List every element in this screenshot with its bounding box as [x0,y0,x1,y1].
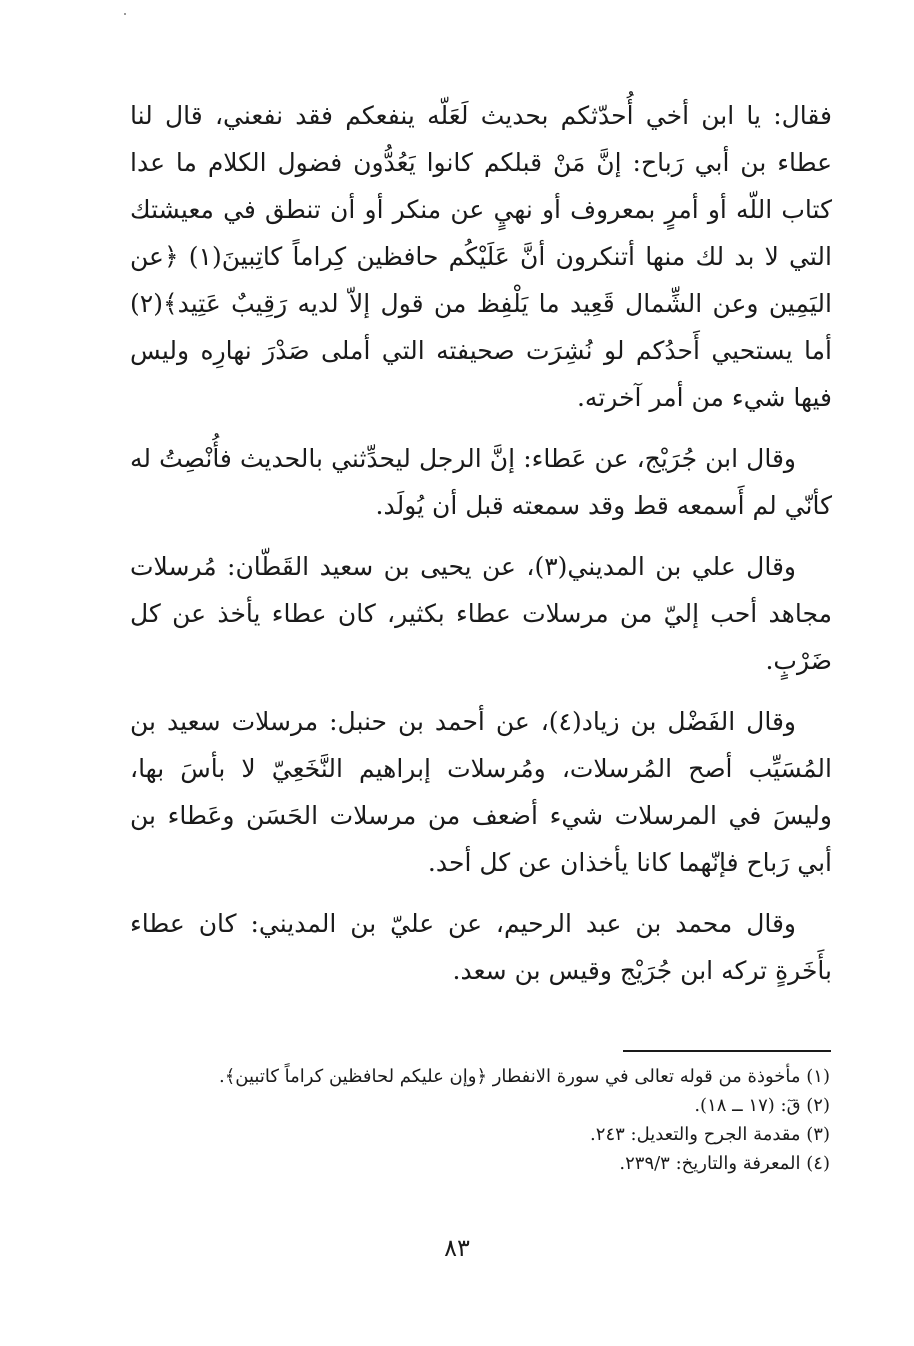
footnote-2: (٢) قٓ: (١٧ ــ ١٨). [694,1095,830,1116]
footnotes [130,1062,830,1178]
paragraph-1: فقال: يا ابن أخي أُحدّثكم بحديث لَعَلّه ينفعكم فقد نفعني، قال لنا عطاء بن أبي رَباح: إنَّ مَنْ قبلكم كانوا يَعُدُّون فضول الكلام ما عدا كتاب اللّه أو أمرٍ بمعروف أو نهيٍ عن منكر أو أن تنطق في معيشتك التي لا بد لك منها أتنكرون أنَّ عَلَيْكُم حافظين كِراماً كاتِبينَ(١) ﴿عن اليَمِين وعن الشِّمال قَعِيد ما يَلْفِظ من قول إلاّ لديه رَقِيبٌ عَتِيد﴾(٢) أما يستحيي أَحدُكم لو نُشِرَت صحيفته التي أملى صَدْرَ نهارِه وليس فيها شيء من أمر آخرته. [130,101,832,412]
footnote-divider [623,1050,831,1052]
footnote-1: (١) مأخوذة من قوله تعالى في سورة الانفطار ﴿وإن عليكم لحافظين كراماً كاتبين﴾. [219,1066,830,1087]
page-number: ٨٣ [444,1234,470,1262]
footnote-4: (٤) المعرفة والتاريخ: ٢٣٩/٣. [619,1153,830,1174]
main-text [130,92,832,1008]
paragraph-4: وقال الفَضْل بن زياد(٤)، عن أحمد بن حنبل: مرسلات سعيد بن المُسَيِّب أصح المُرسلات، ومُرسلات إبراهيم النَّخَعِيّ لا بأسَ بها، وليسَ في المرسلات شيء أضعف من مرسلات الحَسَن وعَطاء بن أبي رَباح فإنّهما كانا يأخذان عن كل أحد. [130,707,832,877]
footnote-3: (٣) مقدمة الجرح والتعديل: ٢٤٣. [590,1124,830,1145]
scan-speck [124,13,126,15]
paragraph-5: وقال محمد بن عبد الرحيم، عن عليّ بن المديني: كان عطاء بأَخَرةٍ تركه ابن جُرَيْج وقيس بن سعد. [130,909,832,985]
paragraph-3: وقال علي بن المديني(٣)، عن يحيى بن سعيد القَطّان: مُرسلات مجاهد أحب إليّ من مرسلات عطاء بكثير، كان عطاء يأخذ عن كل ضَرْبٍ. [130,552,832,675]
paragraph-2: وقال ابن جُرَيْج، عن عَطاء: إنَّ الرجل ليحدِّثني بالحديث فأُنْصِتُ له كأنّي لم أَسمعه قط وقد سمعته قبل أن يُولَد. [130,444,832,520]
